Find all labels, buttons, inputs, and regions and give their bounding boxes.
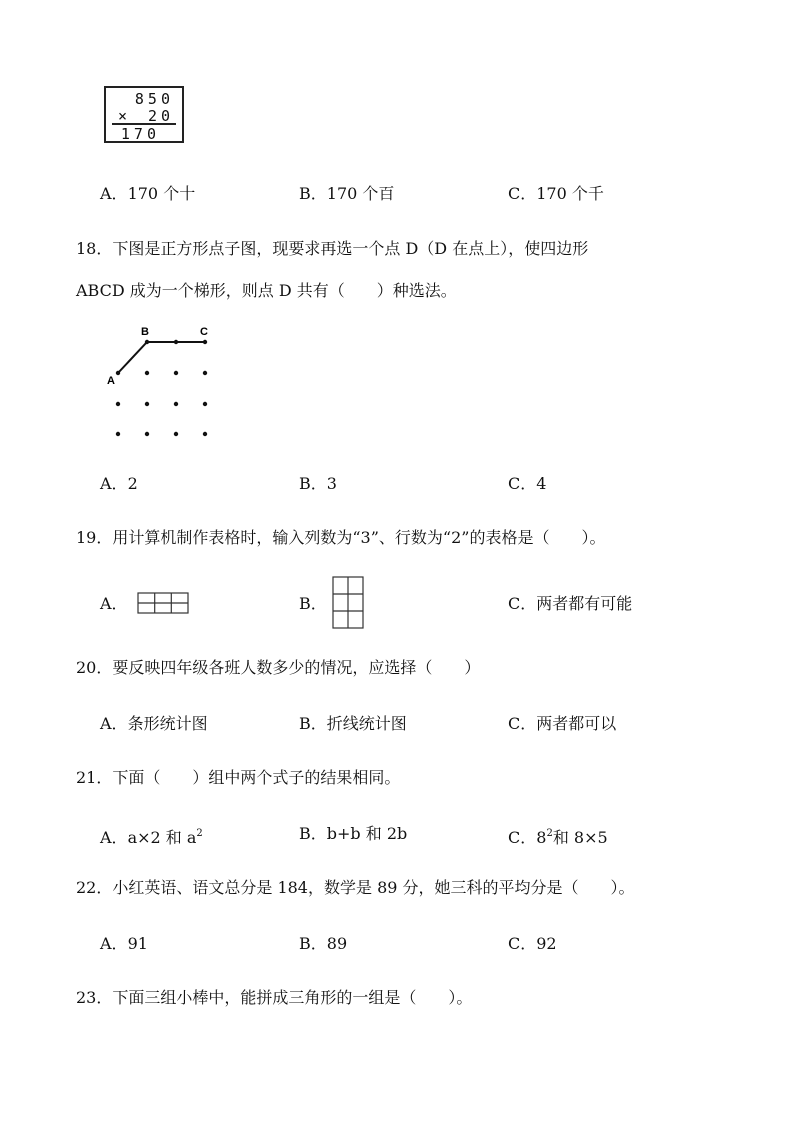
- table-2x3-icon: [332, 576, 366, 632]
- option-letter: C．: [508, 934, 537, 953]
- option-letter: A．: [100, 934, 128, 953]
- option-letter: C．: [508, 474, 537, 493]
- option-text: 91: [127, 934, 148, 953]
- option-text: 2: [127, 474, 138, 493]
- table-3x1-icon: [137, 592, 191, 616]
- q17-option-a[interactable]: [100, 183, 195, 205]
- q19-option-c[interactable]: [508, 593, 632, 615]
- option-letter: C．: [508, 184, 537, 203]
- product: 170: [120, 125, 160, 143]
- option-letter: B．: [299, 934, 327, 953]
- option-text-post: 和 8×5: [552, 828, 608, 847]
- q22-option-b[interactable]: [299, 933, 347, 955]
- option-text: a×2 和 a: [127, 828, 197, 847]
- q18-option-a[interactable]: [100, 473, 138, 495]
- q20-text: 20．要反映四年级各班人数多少的情况，应选择（ ）: [76, 658, 481, 677]
- superscript: 2: [196, 828, 203, 839]
- q21-option-a[interactable]: [100, 823, 203, 849]
- q21-option-b[interactable]: [299, 823, 407, 845]
- option-letter: A．: [100, 474, 128, 493]
- option-letter: B．: [299, 714, 327, 733]
- q18-text-line2: ABCD 成为一个梯形，则点 D 共有（ ）种选法。: [76, 281, 457, 300]
- multiplier: 20: [147, 107, 174, 125]
- q22-text: 22．小红英语、语文总分是 184，数学是 89 分，她三科的平均分是（ ）。: [76, 878, 635, 897]
- q20-option-a[interactable]: [100, 713, 208, 735]
- q21-text: 21．下面（ ）组中两个式子的结果相同。: [76, 768, 401, 787]
- point-a-label: A: [107, 375, 115, 387]
- option-text: b+b 和 2b: [326, 824, 408, 843]
- option-letter: A．: [100, 594, 128, 613]
- option-letter: C．: [508, 594, 537, 613]
- option-letter: B．: [299, 594, 327, 613]
- q18-option-c[interactable]: [508, 473, 546, 495]
- dot-grid-figure: [100, 320, 220, 445]
- option-letter: B．: [299, 184, 327, 203]
- q23-text: 23．下面三组小棒中，能拼成三角形的一组是（ ）。: [76, 988, 473, 1007]
- point-c-label: C: [200, 326, 208, 338]
- q20-option-b[interactable]: [299, 713, 407, 735]
- option-text: 92: [536, 934, 557, 953]
- option-text: 条形统计图: [127, 714, 208, 733]
- q19-option-b[interactable]: [299, 593, 327, 615]
- option-text: 两者都可以: [536, 714, 617, 733]
- option-letter: A．: [100, 184, 128, 203]
- option-letter: C．: [508, 828, 537, 847]
- q19-option-a[interactable]: [100, 593, 128, 615]
- q18-option-b[interactable]: [299, 473, 337, 495]
- option-text: 89: [326, 934, 348, 953]
- option-letter: A．: [100, 828, 128, 847]
- point-b-label: B: [141, 326, 149, 338]
- q20-option-c[interactable]: [508, 713, 616, 735]
- option-letter: A．: [100, 714, 128, 733]
- option-text: 3: [326, 474, 337, 493]
- multiplicand: 850: [134, 90, 174, 108]
- option-text: 170 个千: [536, 184, 604, 203]
- option-text: 折线统计图: [326, 714, 407, 733]
- multiply-sign: ×: [118, 107, 128, 125]
- q17-option-b[interactable]: [299, 183, 394, 205]
- superscript: 2: [546, 828, 553, 839]
- option-text: 两者都有可能: [536, 594, 633, 613]
- option-letter: C．: [508, 714, 537, 733]
- q21-option-c[interactable]: [508, 823, 608, 849]
- q22-option-c[interactable]: [508, 933, 557, 955]
- option-text: 170 个百: [326, 184, 395, 203]
- option-text: 170 个十: [127, 184, 196, 203]
- q18-text-line1: 18．下图是正方形点子图，现要求再选一个点 D（D 在点上），使四边形: [76, 239, 589, 258]
- q22-option-a[interactable]: [100, 933, 148, 955]
- option-letter: B．: [299, 474, 327, 493]
- option-text: 8: [536, 828, 547, 847]
- q17-option-c[interactable]: [508, 183, 604, 205]
- multiplication-figure: [104, 86, 184, 143]
- q19-text: 19．用计算机制作表格时，输入列数为“3”、行数为“2”的表格是（ ）。: [76, 528, 606, 547]
- option-text: 4: [536, 474, 547, 493]
- option-letter: B．: [299, 824, 327, 843]
